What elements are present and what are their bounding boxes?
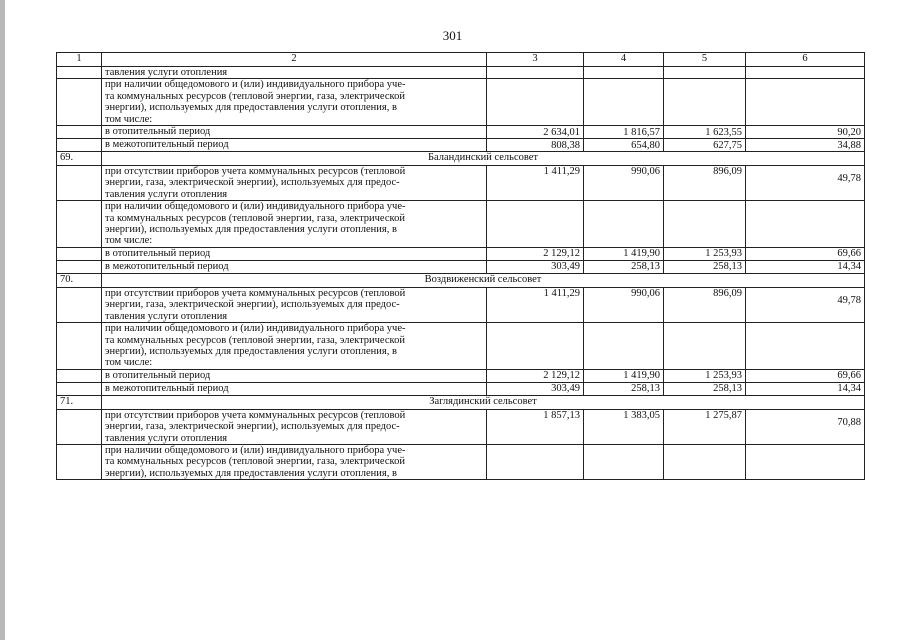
row-number-cell [57, 369, 102, 382]
row-number-cell [57, 139, 102, 152]
table-row [57, 369, 865, 382]
section-title: Баландинский сельсовет [102, 152, 865, 166]
value-col-5: 896,09 [664, 287, 746, 322]
row-number-cell [57, 287, 102, 322]
section-row [57, 152, 865, 166]
value-col-6 [746, 79, 865, 126]
section-number: 69. [57, 152, 102, 166]
value-col-3 [487, 201, 584, 248]
tariff-table-body [57, 53, 865, 480]
row-number-cell [57, 126, 102, 139]
row-number-cell [57, 260, 102, 273]
value-col-6 [746, 67, 865, 79]
table-row [57, 444, 865, 479]
row-description: при отсутствии приборов учета коммунальных ресурсов (тепловой энергии, газа, электрической энергии), используемых для предос- тавления услуги отопления [102, 409, 487, 444]
row-description: при наличии общедомового и (или) индивидуального прибора уче- та коммунальных ресурсов (тепловой энергии, газа, электрической энергии), используемых для предоставления услуги отопления, в том числе: [102, 323, 487, 370]
value-col-4 [584, 444, 664, 479]
value-col-5: 1 253,93 [664, 247, 746, 260]
value-col-5: 896,09 [664, 166, 746, 201]
value-col-6: 69,66 [746, 247, 865, 260]
table-row [57, 79, 865, 126]
table-row [57, 323, 865, 370]
row-number-cell [57, 323, 102, 370]
row-number-cell [57, 67, 102, 79]
value-col-6 [746, 444, 865, 479]
value-col-3 [487, 323, 584, 370]
value-col-5 [664, 444, 746, 479]
value-col-4 [584, 201, 664, 248]
value-col-3: 808,38 [487, 139, 584, 152]
row-description: в межотопительный период [102, 260, 487, 273]
value-col-4 [584, 67, 664, 79]
row-number-cell [57, 382, 102, 395]
value-col-4: 654,80 [584, 139, 664, 152]
section-title: Заглядинский сельсовет [102, 395, 865, 409]
value-col-3: 2 129,12 [487, 369, 584, 382]
value-col-6: 49,78 [746, 166, 865, 201]
value-col-6: 70,88 [746, 409, 865, 444]
value-col-6: 14,34 [746, 382, 865, 395]
value-col-6: 34,88 [746, 139, 865, 152]
table-row [57, 409, 865, 444]
value-col-6: 14,34 [746, 260, 865, 273]
value-col-3 [487, 67, 584, 79]
value-col-3 [487, 444, 584, 479]
column-header: 1 [57, 53, 102, 67]
row-description: в межотопительный период [102, 382, 487, 395]
value-col-5: 1 623,55 [664, 126, 746, 139]
row-description: при наличии общедомового и (или) индивидуального прибора уче- та коммунальных ресурсов (тепловой энергии, газа, электрической энергии), используемых для предоставления услуги отопления, в том числе: [102, 201, 487, 248]
row-number-cell [57, 166, 102, 201]
table-row [57, 247, 865, 260]
value-col-4: 258,13 [584, 260, 664, 273]
value-col-6: 90,20 [746, 126, 865, 139]
value-col-5: 1 253,93 [664, 369, 746, 382]
table-row [57, 260, 865, 273]
value-col-5: 1 275,87 [664, 409, 746, 444]
table-row [57, 139, 865, 152]
value-col-5 [664, 201, 746, 248]
value-col-4: 1 383,05 [584, 409, 664, 444]
value-col-6 [746, 323, 865, 370]
row-number-cell [57, 444, 102, 479]
section-row [57, 273, 865, 287]
value-col-5 [664, 79, 746, 126]
table-header-row [57, 53, 865, 67]
column-header: 4 [584, 53, 664, 67]
section-number: 71. [57, 395, 102, 409]
tariff-table [56, 52, 865, 480]
value-col-3: 1 411,29 [487, 287, 584, 322]
row-description: при наличии общедомового и (или) индивидуального прибора уче- та коммунальных ресурсов (тепловой энергии, газа, электрической энергии), используемых для предоставления услуги отопления, в том числе: [102, 79, 487, 126]
value-col-4: 990,06 [584, 287, 664, 322]
table-row [57, 166, 865, 201]
table-row [57, 382, 865, 395]
row-number-cell [57, 201, 102, 248]
row-description: при отсутствии приборов учета коммунальных ресурсов (тепловой энергии, газа, электрической энергии), используемых для предос- тавления услуги отопления [102, 166, 487, 201]
column-header: 3 [487, 53, 584, 67]
value-col-3: 303,49 [487, 260, 584, 273]
row-description: в отопительный период [102, 126, 487, 139]
scan-edge-shadow [0, 0, 5, 640]
value-col-3: 303,49 [487, 382, 584, 395]
row-description: в межотопительный период [102, 139, 487, 152]
value-col-4 [584, 79, 664, 126]
row-description: при отсутствии приборов учета коммунальных ресурсов (тепловой энергии, газа, электрической энергии), используемых для предос- тавления услуги отопления [102, 287, 487, 322]
section-row [57, 395, 865, 409]
row-number-cell [57, 79, 102, 126]
table-row [57, 126, 865, 139]
table-row [57, 201, 865, 248]
value-col-4: 1 816,57 [584, 126, 664, 139]
value-col-4: 1 419,90 [584, 247, 664, 260]
value-col-3: 2 129,12 [487, 247, 584, 260]
value-col-5: 258,13 [664, 382, 746, 395]
value-col-4: 1 419,90 [584, 369, 664, 382]
row-number-cell [57, 247, 102, 260]
value-col-3: 2 634,01 [487, 126, 584, 139]
value-col-3: 1 411,29 [487, 166, 584, 201]
column-header: 2 [102, 53, 487, 67]
value-col-6: 49,78 [746, 287, 865, 322]
value-col-6 [746, 201, 865, 248]
value-col-5 [664, 67, 746, 79]
value-col-6: 69,66 [746, 369, 865, 382]
column-header: 6 [746, 53, 865, 67]
section-number: 70. [57, 273, 102, 287]
value-col-4: 258,13 [584, 382, 664, 395]
value-col-3: 1 857,13 [487, 409, 584, 444]
value-col-4 [584, 323, 664, 370]
row-description: в отопительный период [102, 247, 487, 260]
table-row [57, 287, 865, 322]
value-col-5 [664, 323, 746, 370]
row-description: тавления услуги отопления [102, 67, 487, 79]
section-title: Воздвиженский сельсовет [102, 273, 865, 287]
value-col-5: 258,13 [664, 260, 746, 273]
row-description: при наличии общедомового и (или) индивидуального прибора уче- та коммунальных ресурсов (тепловой энергии, газа, электрической энергии), используемых для предоставления услуги отопления, в [102, 444, 487, 479]
row-description: в отопительный период [102, 369, 487, 382]
value-col-3 [487, 79, 584, 126]
value-col-5: 627,75 [664, 139, 746, 152]
column-header: 5 [664, 53, 746, 67]
table-row [57, 67, 865, 79]
page-number: 301 [442, 28, 463, 43]
value-col-4: 990,06 [584, 166, 664, 201]
row-number-cell [57, 409, 102, 444]
